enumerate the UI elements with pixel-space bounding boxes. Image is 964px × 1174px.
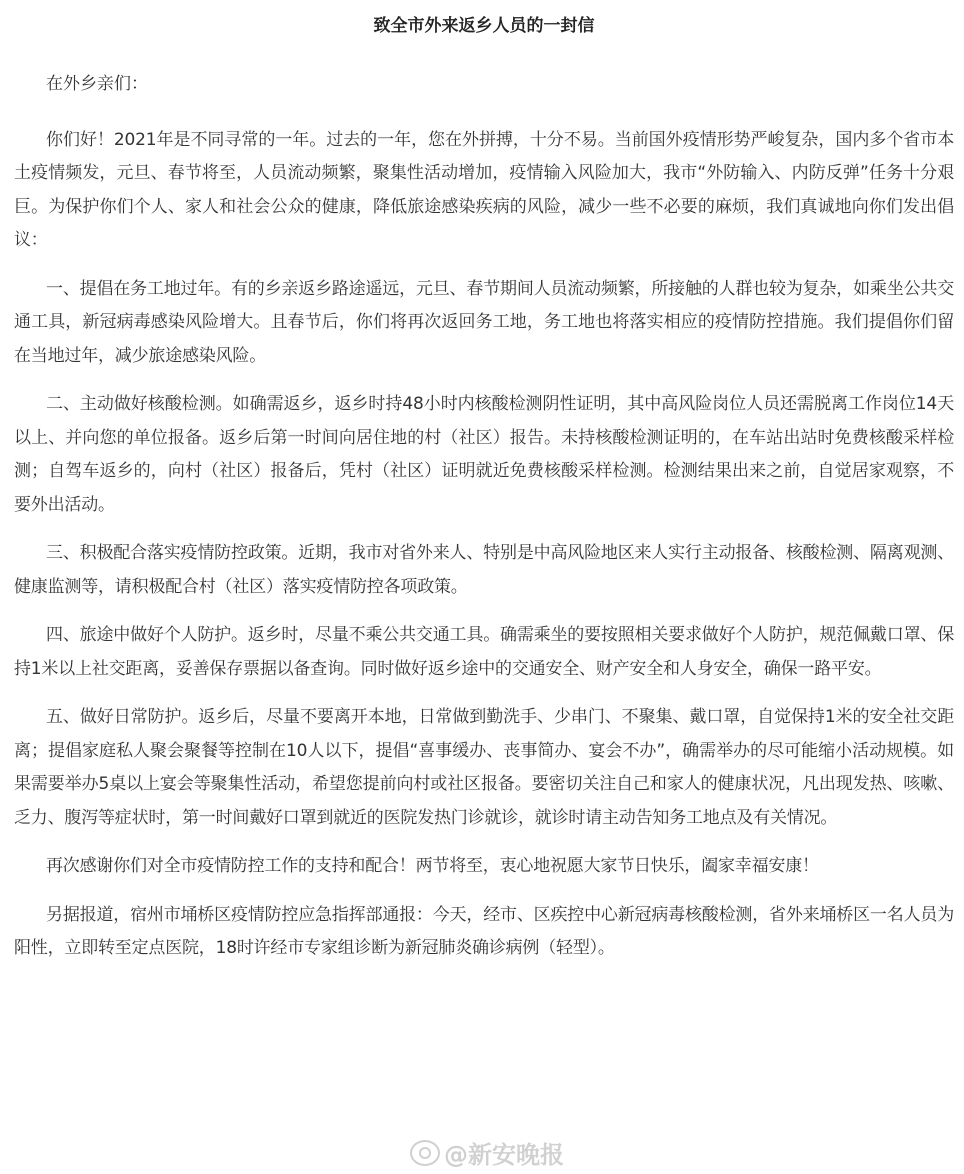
source-watermark bbox=[410, 1135, 564, 1170]
paragraph-item-1: 一、提倡在务工地过年。有的乡亲返乡路途遥远，元旦、春节期间人员流动频繁，所接触的人群也较为复杂，如乘坐公共交通工具，新冠病毒感染风险增大。且春节后，你们将再次返回务工地，务工地也将落实相应的疫情防控措施。我们提倡你们留在当地过年，减少旅途感染风险。 bbox=[14, 278, 954, 366]
paragraph-thanks: 再次感谢你们对全市疫情防控工作的支持和配合！两节将至，衷心地祝愿大家节日快乐，阖家幸福安康！ bbox=[46, 856, 819, 876]
paragraph-intro: 你们好！2021年是不同寻常的一年。过去的一年，您在外拼搏，十分不易。当前国外疫情形势严峻复杂，国内多个省市本土疫情频发，元旦、春节将至，人员流动频繁，聚集性活动增加，疫情输入风险加大，我市“外防输入、内防反弹”任务十分艰巨。为保护你们个人、家人和社会公众的健康，降低旅途感染疾病的风险，减少一些不必要的麻烦，我们真诚地向你们发出倡议： bbox=[14, 129, 954, 250]
watermark-text: @新安晚报 bbox=[444, 1141, 564, 1169]
paragraph-report: 另据报道，宿州市埇桥区疫情防控应急指挥部通报：今天，经市、区疾控中心新冠病毒核酸检测，省外来埇桥区一名人员为阳性，立即转至定点医院，18时许经市专家组诊断为新冠肺炎确诊病例（轻型）。 bbox=[14, 904, 954, 958]
weibo-logo-icon bbox=[410, 1140, 440, 1166]
letter-title: 致全市外来返乡人员的一封信 bbox=[373, 16, 595, 36]
paragraph-item-5: 五、做好日常防护。返乡后，尽量不要离开本地，日常做到勤洗手、少串门、不聚集、戴口罩，自觉保持1米的安全社交距离；提倡家庭私人聚会聚餐等控制在10人以下，提倡“喜事缓办、丧事简办、宴会不办”，确需举办的尽可能缩小活动规模。如果需要举办5桌以上宴会等聚集性活动，希望您提前向村或社区报备。要密切关注自己和家人的健康状况，凡出现发热、咳嗽、乏力、腹泻等症状时，第一时间戴好口罩到就近的医院发热门诊就诊，就诊时请主动告知务工地点及有关情况。 bbox=[14, 707, 954, 828]
letter-greeting: 在外乡亲们： bbox=[46, 74, 148, 94]
paragraph-item-3: 三、积极配合落实疫情防控政策。近期，我市对省外来人、特别是中高风险地区来人实行主动报备、核酸检测、隔离观测、健康监测等，请积极配合村（社区）落实疫情防控各项政策。 bbox=[14, 543, 954, 597]
paragraph-item-2: 二、主动做好核酸检测。如确需返乡，返乡时持48小时内核酸检测阴性证明，其中高风险岗位人员还需脱离工作岗位14天以上、并向您的单位报备。返乡后第一时间向居住地的村（社区）报告。未持核酸检测证明的，在车站出站时免费核酸采样检测；自驾车返乡的，向村（社区）报备后，凭村（社区）证明就近免费核酸采样检测。检测结果出来之前，自觉居家观察，不要外出活动。 bbox=[14, 394, 954, 515]
paragraph-item-4: 四、旅途中做好个人防护。返乡时，尽量不乘公共交通工具。确需乘坐的要按照相关要求做好个人防护，规范佩戴口罩、保持1米以上社交距离，妥善保存票据以备查询。同时做好返乡途中的交通安全、财产安全和人身安全，确保一路平安。 bbox=[14, 625, 954, 679]
